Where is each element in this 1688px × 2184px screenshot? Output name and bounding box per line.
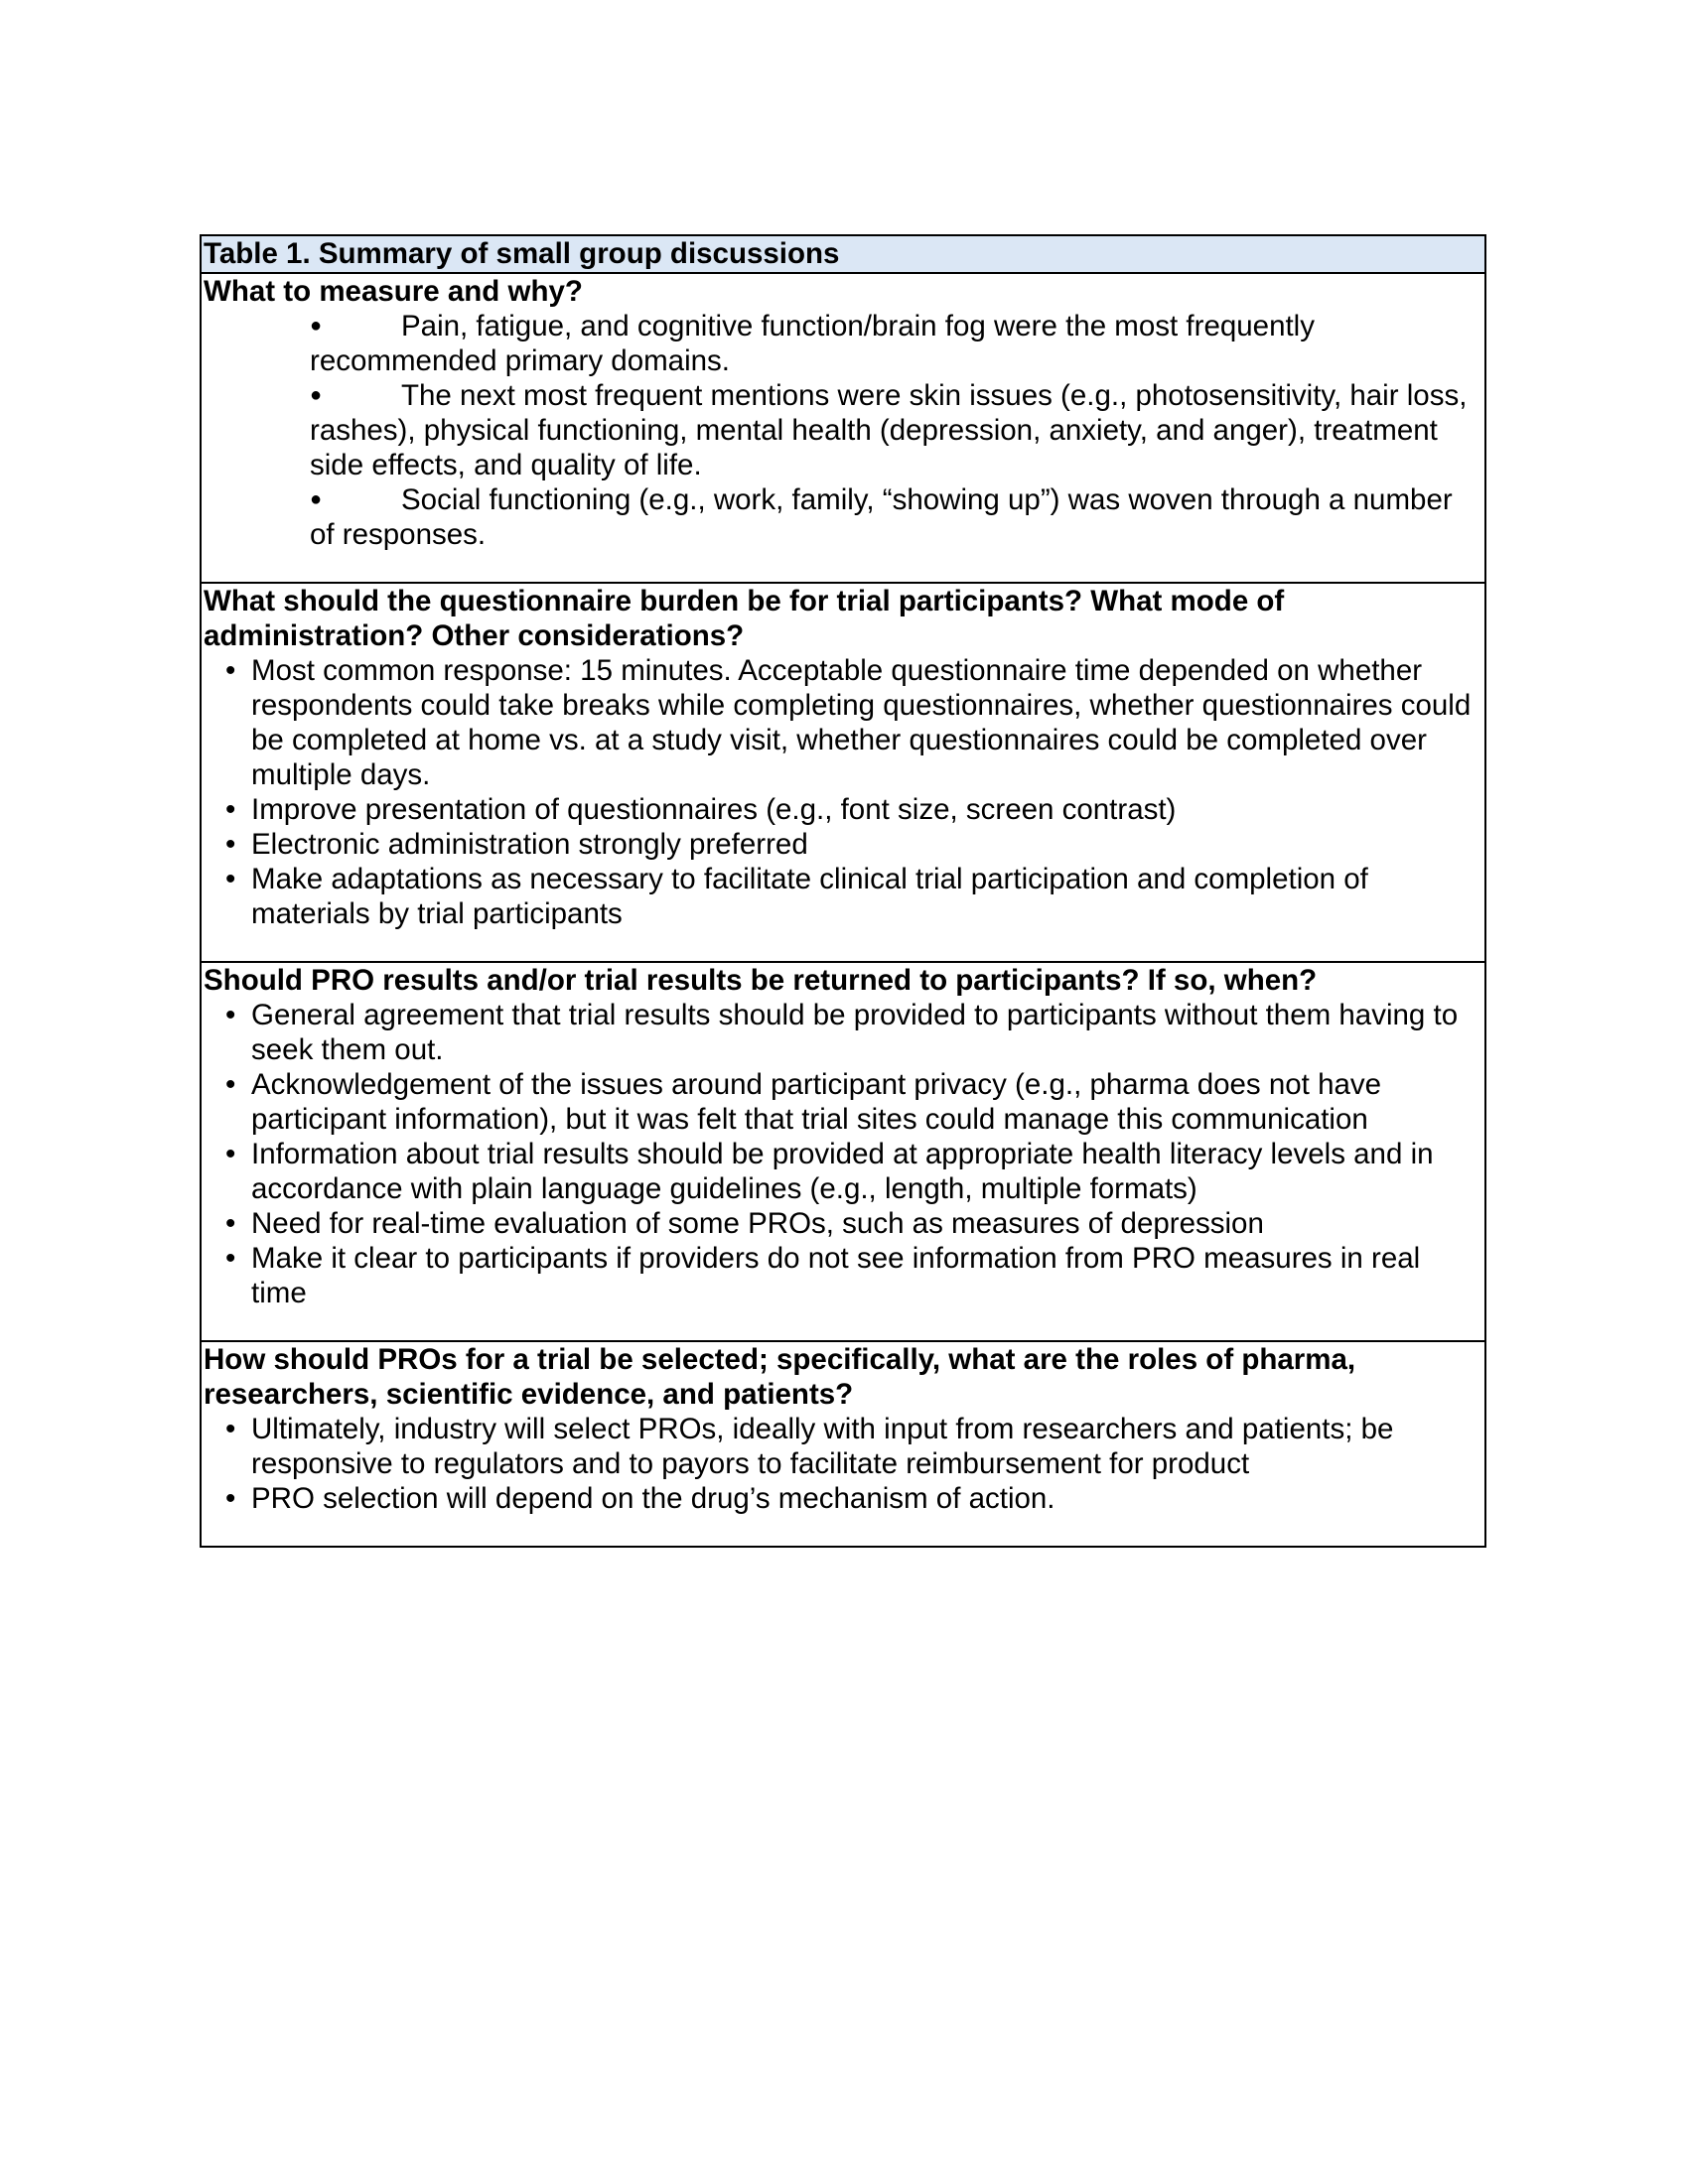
list-item-text: General agreement that trial results should be provided to participants without them having to seek them out. xyxy=(251,999,1459,1066)
list-item-text: PRO selection will depend on the drug’s mechanism of action. xyxy=(251,1482,1055,1515)
list-item-text: Acknowledgement of the issues around participant privacy (e.g., pharma does not have participant information), but it was felt that trial sites could manage this communication xyxy=(251,1068,1382,1136)
list-item xyxy=(206,1137,1477,1206)
bullet-icon: • xyxy=(225,793,236,826)
list-item-text: Information about trial results should be provided at appropriate health literacy levels and in accordance with plain language guidelines (e.g., length, multiple formats) xyxy=(251,1138,1434,1205)
list-item xyxy=(310,309,1477,378)
bullet-icon: • xyxy=(225,1413,236,1445)
section-heading: Should PRO results and/or trial results be returned to participants? If so, when? xyxy=(204,964,1318,997)
section-cell xyxy=(201,273,1485,583)
bullet-list xyxy=(204,309,1477,552)
list-item-text: Ultimately, industry will select PROs, ideally with input from researchers and patients; be responsive to regulators and to payors to facilitate reimbursement for product xyxy=(251,1413,1394,1480)
list-item xyxy=(206,827,1477,862)
section-row-results-return xyxy=(201,962,1485,1341)
list-item-text: Make it clear to participants if providers do not see information from PRO measures in real time xyxy=(251,1242,1421,1309)
section-row-pro-selection xyxy=(201,1341,1485,1547)
bullet-icon: • xyxy=(225,1482,236,1515)
list-item-text: Need for real-time evaluation of some PROs, such as measures of depression xyxy=(251,1207,1264,1240)
bullet-icon: ● xyxy=(310,488,323,510)
bullet-icon: • xyxy=(225,828,236,861)
bullet-icon: • xyxy=(225,1068,236,1101)
section-cell xyxy=(201,962,1485,1341)
bullet-list xyxy=(204,998,1477,1310)
bullet-icon: • xyxy=(225,1138,236,1170)
bullet-icon: ● xyxy=(310,315,323,337)
section-cell xyxy=(201,583,1485,962)
section-heading: What should the questionnaire burden be for trial participants? What mode of administration? Other considerations? xyxy=(204,585,1285,652)
list-item xyxy=(206,862,1477,931)
list-item-text: Improve presentation of questionnaires (e.g., font size, screen contrast) xyxy=(251,793,1177,826)
list-item xyxy=(206,653,1477,792)
list-item xyxy=(310,482,1477,552)
list-item xyxy=(206,1067,1477,1137)
bullet-icon: ● xyxy=(310,384,323,406)
list-item xyxy=(310,378,1477,482)
list-item-text: Pain, fatigue, and cognitive function/brain fog were the most frequently recommended primary domains. xyxy=(310,310,1315,377)
bullet-icon: • xyxy=(225,999,236,1031)
table-title: Table 1. Summary of small group discussions xyxy=(201,235,1485,273)
section-row-questionnaire-burden xyxy=(201,583,1485,962)
bullet-icon: • xyxy=(225,863,236,895)
list-item xyxy=(206,1481,1477,1516)
bullet-list xyxy=(204,653,1477,931)
list-item xyxy=(206,998,1477,1067)
list-item xyxy=(206,1412,1477,1481)
list-item-text: Electronic administration strongly preferred xyxy=(251,828,808,861)
list-item-text: Most common response: 15 minutes. Acceptable questionnaire time depended on whether respondents could take breaks while completing questionnaires, whether questionnaires could be completed at home vs. at a study visit, whether questionnaires could be completed over multiple days. xyxy=(251,654,1472,791)
table-title-row xyxy=(201,235,1485,273)
list-item xyxy=(206,1206,1477,1241)
list-item xyxy=(206,792,1477,827)
list-item-text: Social functioning (e.g., work, family, “showing up”) was woven through a number of responses. xyxy=(310,483,1453,551)
list-item xyxy=(206,1241,1477,1310)
bullet-icon: • xyxy=(225,1207,236,1240)
section-heading: What to measure and why? xyxy=(204,275,583,308)
summary-table xyxy=(200,234,1486,1548)
list-item-text: Make adaptations as necessary to facilitate clinical trial participation and completion of materials by trial participants xyxy=(251,863,1368,930)
section-row-what-to-measure xyxy=(201,273,1485,583)
section-cell xyxy=(201,1341,1485,1547)
section-heading: How should PROs for a trial be selected; specifically, what are the roles of pharma, researchers, scientific evidence, and patients? xyxy=(204,1343,1356,1411)
bullet-list xyxy=(204,1412,1477,1516)
bullet-icon: • xyxy=(225,654,236,687)
list-item-text: The next most frequent mentions were skin issues (e.g., photosensitivity, hair loss, rashes), physical functioning, mental health (depression, anxiety, and anger), treatment side effects, and quality of life. xyxy=(310,379,1468,481)
bullet-icon: • xyxy=(225,1242,236,1275)
